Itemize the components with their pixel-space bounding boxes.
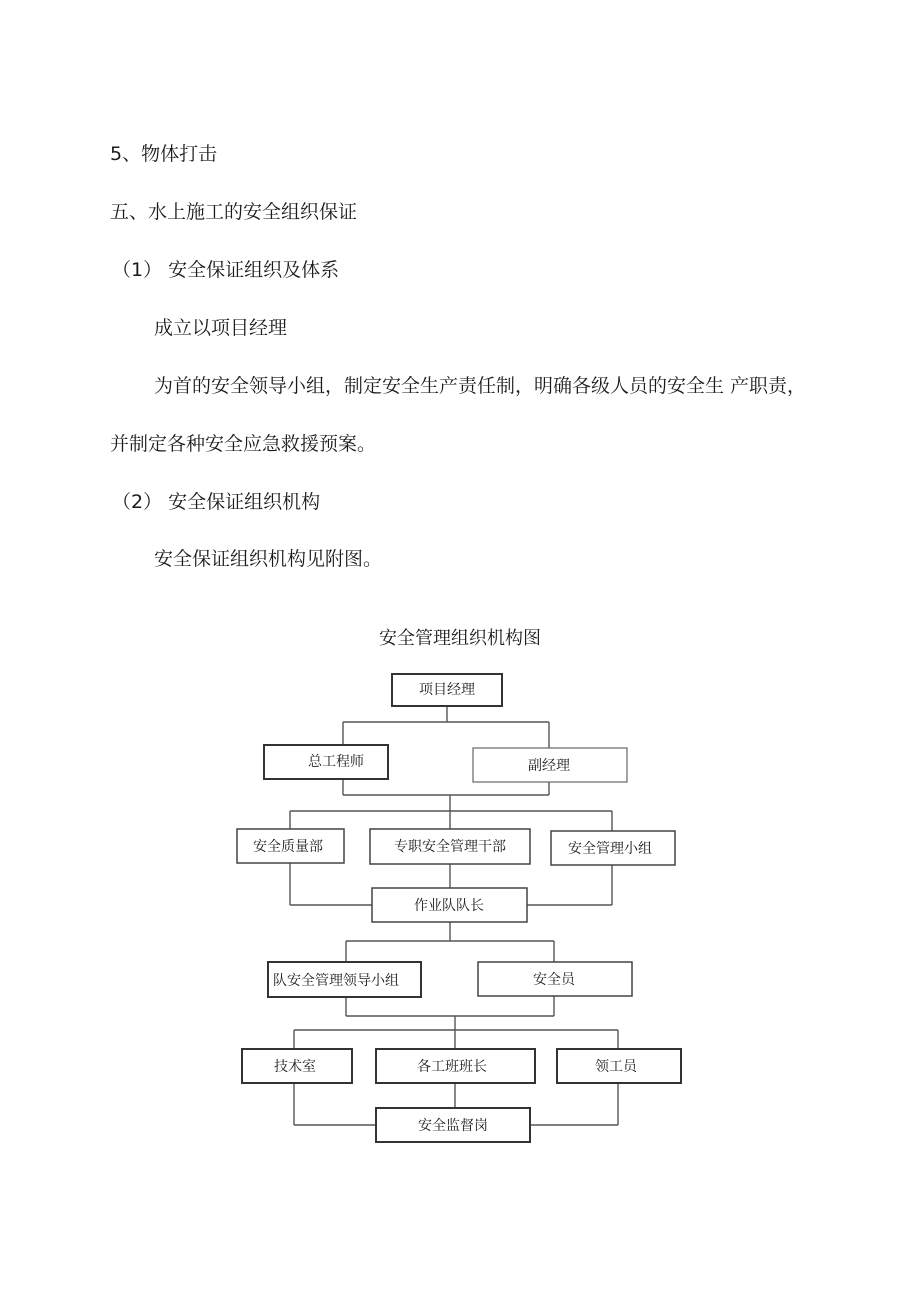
section-5-heading: 五、水上施工的安全组织保证	[110, 201, 358, 223]
org-node-label: 项目经理	[419, 682, 475, 698]
org-node-chief-engineer	[264, 745, 388, 779]
org-node-label: 安全员	[533, 972, 575, 988]
org-node-shift-leaders	[376, 1049, 535, 1083]
org-node-technical-office	[242, 1049, 352, 1083]
org-node-label: 安全监督岗	[418, 1118, 488, 1134]
org-node-team-leader	[372, 888, 527, 922]
org-node-label: 副经理	[528, 758, 570, 774]
org-node-label: 专职安全管理干部	[394, 839, 506, 855]
subsection-2-heading: （2） 安全保证组织机构	[112, 491, 321, 513]
org-node-safety-mgmt-group	[551, 831, 675, 865]
org-node-safety-officer	[478, 962, 632, 996]
org-node-label: 作业队队长	[414, 898, 484, 914]
org-node-label: 安全质量部	[253, 839, 323, 855]
subsection-1-heading: （1） 安全保证组织及体系	[112, 259, 340, 281]
org-node-safety-quality-dept	[237, 829, 344, 863]
org-chart-title: 安全管理组织机构图	[379, 628, 541, 649]
org-node-label: 总工程师	[308, 754, 364, 770]
paragraph-1-line-1: 成立以项目经理	[154, 317, 288, 339]
org-node-label: 各工班班长	[417, 1059, 487, 1075]
org-node-safety-supervision-post	[376, 1108, 530, 1142]
org-node-deputy-manager	[473, 748, 627, 782]
paragraph-1-line-2: 为首的安全领导小组，制定安全生产责任制，明确各级人员的安全生 产职责，	[154, 375, 807, 397]
item-5-heading: 5、物体打击	[110, 143, 218, 165]
org-node-label: 技术室	[274, 1059, 316, 1075]
org-node-foreman	[557, 1049, 681, 1083]
org-node-label: 安全管理小组	[568, 841, 652, 857]
org-node-label: 队安全管理领导小组	[273, 973, 399, 989]
paragraph-1-line-3: 并制定各种安全应急救援预案。	[110, 433, 377, 455]
org-node-team-safety-leading-group	[268, 962, 421, 997]
org-node-label: 领工员	[595, 1059, 637, 1075]
paragraph-2: 安全保证组织机构见附图。	[154, 548, 383, 570]
org-node-full-time-safety-cadre	[370, 829, 530, 864]
org-node-project-manager	[392, 674, 502, 706]
